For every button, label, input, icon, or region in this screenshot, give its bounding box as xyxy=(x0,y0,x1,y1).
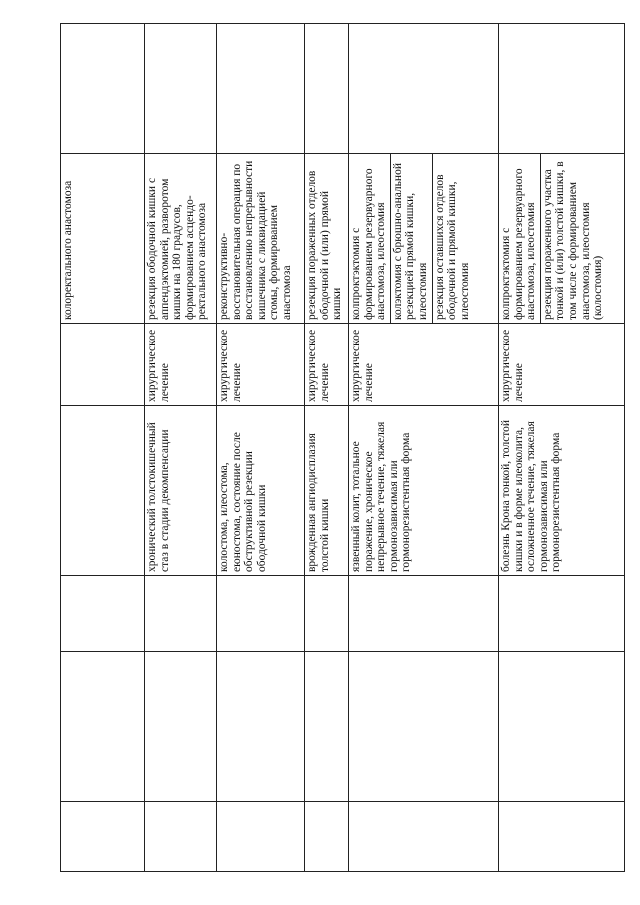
table-cell xyxy=(61,24,145,154)
table-row xyxy=(61,24,145,872)
disease-cell xyxy=(61,406,145,576)
table-cell xyxy=(217,576,305,652)
operation-cell xyxy=(305,154,349,324)
table-cell xyxy=(217,24,305,154)
table-row xyxy=(499,24,625,872)
medical-care-table xyxy=(60,23,625,872)
table-cell xyxy=(61,652,145,802)
table-row xyxy=(349,24,499,872)
disease-cell: колостома, илеостома, еюностома, состояние после обструктивной резекции ободочной кишки xyxy=(217,406,305,576)
treatment-cell: хирургическое лечение xyxy=(145,324,217,406)
table-cell xyxy=(217,802,305,872)
disease-cell: хронический толстокишечный стаз в стадии декомпенсации xyxy=(145,406,217,576)
table-cell xyxy=(349,652,499,802)
operation-text: колпроктэктомия с формированием резервуарного анастомоза, илеостомия xyxy=(500,168,538,320)
operation-text: колпроктэктомия с формированием резервуарного анастомоза, илеостомия xyxy=(350,168,388,320)
table-cell xyxy=(499,652,625,802)
table-cell xyxy=(305,24,349,154)
table-cell xyxy=(349,802,499,872)
operation-text: резекция пораженного участка тонкой и (или) толстой кишки, в том числе с формированием анастомоза, илеостомия (колостомия) xyxy=(540,154,606,323)
operation-cell xyxy=(217,154,305,324)
treatment-cell: хирургическое лечение xyxy=(499,324,625,406)
table-cell xyxy=(217,652,305,802)
disease-cell: болезнь Крона тонкой, толстой кишки и в форме илеоколита, осложненное течение, тяжелая гормонозависимая или гормонорезистентная форма xyxy=(499,406,625,576)
document-page xyxy=(60,24,640,588)
operation-cell xyxy=(145,154,217,324)
table-cell xyxy=(349,24,499,154)
table-cell xyxy=(145,576,217,652)
operation-text: колоректального анастомоза xyxy=(62,180,74,320)
table-cell xyxy=(499,802,625,872)
treatment-cell: хирургическое лечение xyxy=(305,324,349,406)
treatment-cell xyxy=(61,324,145,406)
table-cell xyxy=(305,576,349,652)
table-cell xyxy=(349,576,499,652)
table-cell xyxy=(145,802,217,872)
table-row xyxy=(145,24,217,872)
operation-cell xyxy=(61,154,145,324)
operation-text: колэктомия с брюшно-анальной резекцией прямой кишки, илеостомия xyxy=(390,154,431,323)
disease-cell: язвенный колит, тотальное поражение, хроническое непрерывное течение, тяжелая гормонозависимая или гормонорезистентная форма xyxy=(349,406,499,576)
treatment-cell: хирургическое лечение xyxy=(217,324,305,406)
table-cell xyxy=(499,576,625,652)
table-cell xyxy=(61,576,145,652)
table-row xyxy=(305,24,349,872)
operation-text: резекция оставшихся отделов ободочной и прямой кишки, илеостомия xyxy=(432,154,473,323)
operation-text: резекция пораженных отделов ободочной и (или) прямой кишки xyxy=(306,170,344,320)
table-cell xyxy=(499,24,625,154)
operation-text: реконструктивно-восстановительная операция по восстановлению непрерывности кишечника с ликвидацией стомы, формированием анастомоза xyxy=(218,160,293,320)
rotated-table-container xyxy=(60,24,624,872)
operation-text: резекция ободочной кишки с аппендэктомией, разворотом кишки на 180 градусов, формированием асцендо-ректального анастомоза xyxy=(146,177,209,320)
operation-cell xyxy=(499,154,625,324)
disease-cell: врожденная ангиодисплазия толстой кишки xyxy=(305,406,349,576)
operation-cell xyxy=(349,154,499,324)
table-cell xyxy=(145,24,217,154)
table-cell xyxy=(305,652,349,802)
treatment-cell: хирургическое лечение xyxy=(349,324,499,406)
table-cell xyxy=(305,802,349,872)
table-row xyxy=(217,24,305,872)
table-cell xyxy=(61,802,145,872)
table-cell xyxy=(145,652,217,802)
